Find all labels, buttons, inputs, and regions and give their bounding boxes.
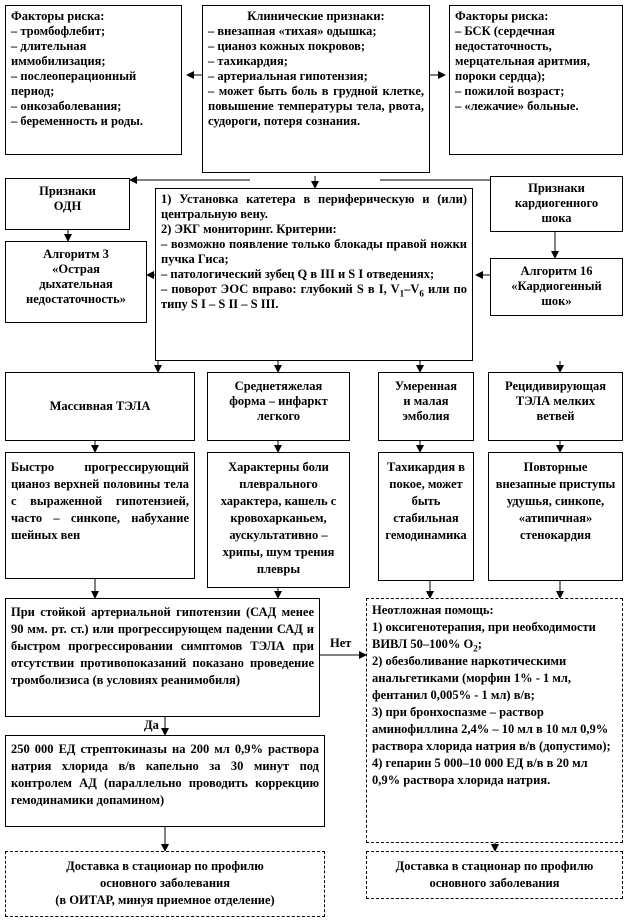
cardiogenic-signs-line: кардиогенного (514, 196, 599, 210)
urgent-care-item: 3) при бронхоспазме – раствор аминофиллина 2,4% – 10 мл в 10 мл 0,9% раствора хлорида натрия в/в (допустимо); (372, 705, 611, 753)
medium-tela-line: Среднетяжелая (234, 379, 323, 393)
mild-embolism-line: Умеренная (394, 379, 458, 393)
subscript: 1 (399, 288, 405, 299)
urgent-text: ; (477, 637, 482, 651)
clinical-sign-item: – может быть боль в грудной клетке, повышение температуры тела, рвота, судороги, потеря сознания. (208, 84, 424, 128)
massive-symptoms-box (5, 452, 195, 579)
mild-symptoms-box (378, 452, 474, 581)
central-text: или по типу S I – S II – S III. (161, 282, 467, 311)
delivery-right-line: основного заболевания (429, 876, 560, 890)
risk-factor-item: – длительная иммобилизация; (11, 39, 106, 68)
risk-factor-item: – тромбофлебит; (11, 24, 106, 38)
clinical-sign-item: – внезапная «тихая» одышка; (208, 24, 377, 38)
central-line: 1) Установка катетера в периферическую и (или) центральную вену. (161, 192, 467, 221)
risk-factor-item: – беременность и роды. (11, 114, 144, 128)
risk-factor-item: – пожилой возраст; (455, 84, 565, 98)
urgent-care-item: 4) гепарин 5 000–10 000 ЕД в/в в 20 мл 0,9% раствора хлорида натрия. (372, 756, 588, 787)
central-line (161, 282, 467, 312)
algorithm-16-line: «Кардиогенный (511, 279, 602, 293)
branch-label-yes: Да (144, 718, 159, 732)
odn-signs-line: Признаки (39, 184, 96, 198)
clinical-sign-item: – цианоз кожных покровов; (208, 39, 366, 53)
massive-symptoms-text: Быстро прогрессирующий цианоз верхней половины тела с выраженной гипотензией, часто – синкопе, набухание шейных вен (11, 460, 189, 542)
odn-signs-box (5, 178, 130, 230)
medium-tela-line: легкого (256, 409, 301, 423)
algorithm-16-line: Алгоритм 16 (520, 264, 593, 278)
odn-signs-line: ОДН (53, 199, 82, 213)
massive-tela-label: Массивная ТЭЛА (49, 399, 151, 413)
cardiogenic-signs-box (490, 176, 623, 232)
streptokinase-box (5, 735, 325, 827)
urgent-care-item: 2) обезболивание наркотическими анальгетиками (морфин 1% - 1 мл, фентанил 0,005% - 1 мл) в/в; (372, 654, 572, 702)
risk-factor-item: – БСК (сердечная недостаточность, мерцательная аритмия, пороки сердца); (455, 24, 590, 83)
delivery-right-line: Доставка в стационар по профилю (395, 859, 594, 873)
mild-symptoms-text: Тахикардия в покое, может быть стабильная гемодинамика (385, 460, 467, 542)
thrombolysis-condition-text: При стойкой артериальной гипотензии (САД менее 90 мм. рт. ст.) или прогрессирующем падении САД и быстром прогрессировании симптомов ТЭЛА при отсутствии противопоказаний показано проведение тромболизиса (в условиях реанимобиля) (11, 605, 314, 687)
recurrent-tela-line: Рецидивирующая (504, 379, 607, 393)
thrombolysis-condition-box (5, 598, 320, 717)
urgent-text: 1) оксигенотерапия, при необходимости ВИВЛ 50–100% O (372, 620, 596, 651)
risk-factors-right-title: Факторы риска: (455, 9, 549, 23)
clinical-sign-item: – тахикардия; (208, 54, 288, 68)
clinical-signs-box (202, 5, 430, 173)
delivery-left-line: основного заболевания (99, 876, 231, 890)
risk-factors-right-box (449, 5, 623, 155)
medium-tela-line: форма – инфаркт (229, 394, 328, 408)
cardiogenic-signs-line: Признаки (528, 181, 585, 195)
delivery-left-line: (в ОИТАР, минуя приемное отделение) (55, 893, 275, 907)
subscript: 2 (473, 643, 478, 654)
risk-factors-left-title: Факторы риска: (11, 9, 105, 23)
mild-embolism-box (378, 372, 474, 441)
central-instructions-box (155, 188, 473, 361)
delivery-left-box (5, 851, 325, 917)
central-line: – патологический зубец Q в III и S I отведениях; (161, 267, 435, 281)
urgent-care-item (372, 619, 617, 653)
risk-factor-item: – онкозаболевания; (11, 99, 122, 113)
recurrent-tela-box (488, 372, 623, 441)
massive-tela-box (5, 372, 195, 441)
clinical-signs-title: Клинические признаки: (247, 9, 385, 23)
cardiogenic-signs-line: шока (541, 211, 572, 225)
delivery-left-line: Доставка в стационар по профилю (66, 859, 264, 873)
clinical-sign-item: – артериальная гипотензия; (208, 69, 368, 83)
algorithm-3-line: дыхательная (39, 277, 113, 291)
recurrent-tela-line: ветвей (536, 409, 575, 423)
algorithm-3-line: недостаточность» (26, 292, 126, 306)
algorithm-16-box (490, 258, 623, 316)
urgent-care-title: Неотложная помощь: (372, 603, 494, 617)
recurrent-tela-line: ТЭЛА мелких (515, 394, 596, 408)
streptokinase-text: 250 000 ЕД стрептокиназы на 200 мл 0,9% раствора натрия хлорида в/в капельно за 30 минут под контролем АД (параллельно проводить коррекцию гемодинамики допамином) (11, 742, 319, 807)
algorithm-3-line: «Острая (52, 262, 100, 276)
risk-factors-left-box (5, 5, 182, 155)
central-line: – возможно появление только блокады правой ножки пучка Гиса; (161, 237, 467, 266)
urgent-care-box (366, 598, 623, 843)
central-text: –V (404, 282, 420, 296)
central-line: 2) ЭКГ мониторинг. Критерии: (161, 222, 337, 236)
recurrent-symptoms-text: Повторные внезапные приступы удушья, синкопе, «атипичная» стенокардия (495, 460, 616, 542)
mild-embolism-line: эмболия (402, 409, 450, 423)
recurrent-symptoms-box (488, 452, 623, 581)
mild-embolism-line: и малая (403, 394, 449, 408)
medium-tela-box (207, 372, 350, 441)
algorithm-3-line: Алгоритм 3 (43, 247, 109, 261)
medium-symptoms-text: Характерны боли плеврального характера, кашель с кровохарканьем, аускультативно – хрипы, шум трения плевры (220, 460, 337, 576)
delivery-right-box (366, 851, 623, 899)
central-text: – поворот ЭОС вправо: глубокий S в I, V (161, 282, 400, 296)
algorithm-3-box (5, 241, 147, 323)
algorithm-16-line: шок» (541, 294, 572, 308)
branch-label-no: Нет (330, 636, 352, 650)
subscript: 6 (419, 288, 424, 299)
medium-symptoms-box (207, 452, 350, 588)
risk-factor-item: – «лежачие» больные. (455, 99, 579, 113)
risk-factor-item: – послеоперационный период; (11, 69, 137, 98)
